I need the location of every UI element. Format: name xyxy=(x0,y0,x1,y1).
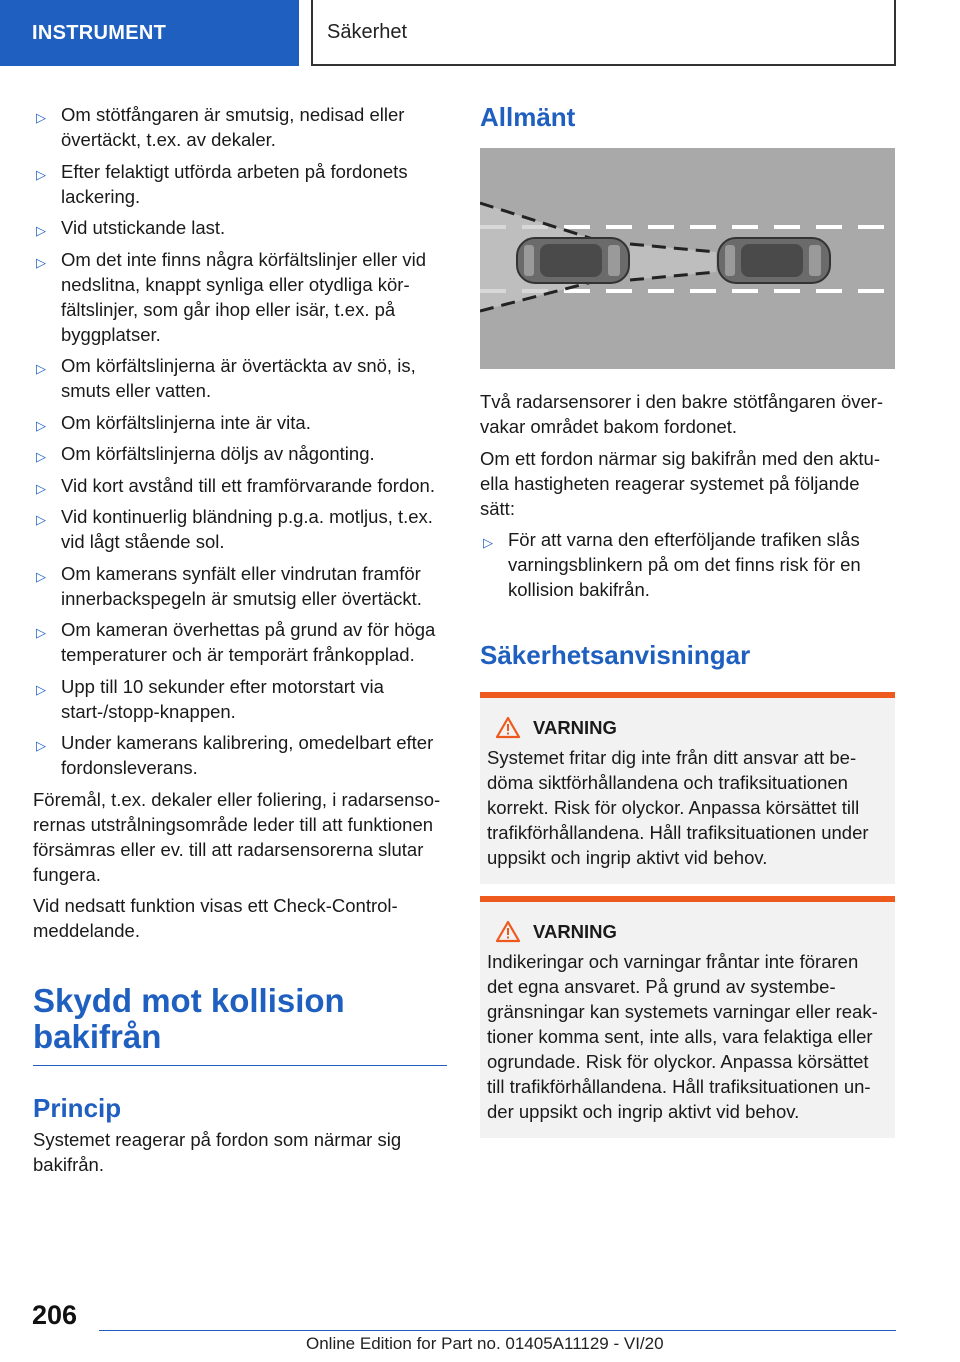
triangle-bullet-icon: ▷ xyxy=(36,449,46,464)
warning-box xyxy=(480,896,895,1138)
paragraph-approach: Om ett fordon närmar sig bakifrån med den aktu-ella hastigheten reagerar systemet på följande sätt: xyxy=(480,447,880,519)
list-item: ▷ Om det inte finns några körfältslinjer eller vid nedslitna, knappt synliga eller otydliga kör-fältslinjer, som går ihop eller isär, t.ex. på byggplatser. xyxy=(36,248,427,345)
principle-title: Princip xyxy=(33,1093,122,1123)
triangle-bullet-icon: ▷ xyxy=(36,223,46,238)
section-label: Säkerhet xyxy=(327,20,408,43)
triangle-bullet-icon: ▷ xyxy=(36,110,46,125)
triangle-bullet-icon: ▷ xyxy=(36,568,46,584)
list-item: ▷ Vid utstickande last. xyxy=(33,215,447,240)
triangle-bullet-icon: ▷ xyxy=(36,417,46,433)
triangle-bullet-icon: ▷ xyxy=(36,625,46,640)
triangle-bullet-icon: ▷ xyxy=(36,480,46,496)
general-title: Allmänt xyxy=(480,102,576,132)
warning-header xyxy=(487,716,887,739)
limitations-list xyxy=(33,102,447,780)
section-header xyxy=(311,0,896,66)
left-column xyxy=(33,102,447,1184)
principle-text: Systemet reagerar på fordon som närmar sig bakifrån. xyxy=(33,1129,402,1175)
warning-label: VARNING xyxy=(533,716,617,738)
warning-triangle-icon xyxy=(495,920,521,943)
list-item: ▷ Upp till 10 sekunder efter motorstart via start-/stopp-knappen. xyxy=(36,675,384,722)
warning-text: Indikeringar och varningar fråntar inte föraren det egna ansvaret. På grund av systembe-gränsningar kan systemets varningar eller reak-tioner komma sent, inte alls, vara felaktiga eller ogrundade. Risk för olyckor. Anpassa körsättet till trafikförhållandena. Håll trafiksituationen un-der uppsikt och ingrip aktivt vid behov. xyxy=(487,951,878,1122)
chapter-title: Skydd mot kollision bakifrån xyxy=(33,983,447,1066)
list-item: ▷ För att varna den efterföljande trafiken slås varningsblinkern på om det finns risk för en kollision bakifrån. xyxy=(483,529,861,600)
paragraph-radar-objects: Föremål, t.ex. dekaler eller foliering, i radarsenso-rernas utstrålningsområde leder till att funktionen försämras eller ev. till att radarsensorerna slutar fungera. xyxy=(33,788,441,885)
paragraph-radar-sensors: Två radarsensorer i den bakre stötfångaren över-vakar området bakom fordonet. xyxy=(480,391,884,437)
triangle-bullet-icon: ▷ xyxy=(36,254,46,270)
right-column xyxy=(480,102,895,1138)
reaction-list xyxy=(480,527,895,602)
list-item: ▷ Om kameran överhettas på grund av för höga temperaturer och är temporärt frånkopplad. xyxy=(36,619,436,665)
warning-header xyxy=(487,920,887,943)
list-item: ▷ Vid kontinuerlig bländning p.g.a. motljus, t.ex. vid lågt stående sol. xyxy=(36,506,433,552)
warning-label: VARNING xyxy=(533,920,617,942)
list-item: ▷ Efter felaktigt utförda arbeten på fordonets lackering. xyxy=(36,160,408,207)
paragraph-check-control: Vid nedsatt funktion visas ett Check-Control-meddelande. xyxy=(33,895,398,941)
list-item: ▷ Om stötfångaren är smutsig, nedisad eller övertäckt, t.ex. av dekaler. xyxy=(36,104,405,150)
footer-edition: Online Edition for Part no. 01405A11129 - VI/20 xyxy=(306,1334,664,1353)
list-item: ▷ Under kamerans kalibrering, omedelbart efter fordonsleverans. xyxy=(36,732,434,778)
warning-text: Systemet fritar dig inte från ditt ansvar att be-döma siktförhållandena och trafiksituationen korrekt. Risk för olyckor. Anpassa körsättet till trafikförhållandena. Håll trafiksituationen under uppsikt och ingrip aktivt vid behov. xyxy=(487,747,869,868)
list-item: ▷ Om kamerans synfält eller vindrutan framför innerbackspegeln är smutsig eller övertäckt. xyxy=(36,562,422,609)
warning-box xyxy=(480,692,895,884)
safety-title: Säkerhetsanvisningar xyxy=(480,640,751,670)
triangle-bullet-icon: ▷ xyxy=(36,681,46,697)
triangle-bullet-icon: ▷ xyxy=(36,738,46,753)
chapter-tab xyxy=(0,0,299,66)
list-item: ▷ Om körfältslinjerna är övertäckta av snö, is, smuts eller vatten. xyxy=(36,355,416,401)
triangle-bullet-icon: ▷ xyxy=(36,166,46,182)
footer-divider xyxy=(99,1330,896,1331)
triangle-bullet-icon: ▷ xyxy=(36,361,46,376)
triangle-bullet-icon: ▷ xyxy=(483,535,493,550)
list-item: ▷ Om körfältslinjerna inte är vita. xyxy=(33,410,447,435)
list-item: ▷ Vid kort avstånd till ett framförvarande fordon. xyxy=(33,473,447,498)
road-illustration xyxy=(480,148,895,369)
rear-collision-figure xyxy=(480,148,895,369)
list-item: ▷ Om körfältslinjerna döljs av någonting. xyxy=(33,441,447,466)
page-number: 206 xyxy=(32,1300,78,1330)
triangle-bullet-icon: ▷ xyxy=(36,512,46,527)
chapter-label: INSTRUMENT xyxy=(32,21,167,44)
warning-triangle-icon xyxy=(495,716,521,739)
